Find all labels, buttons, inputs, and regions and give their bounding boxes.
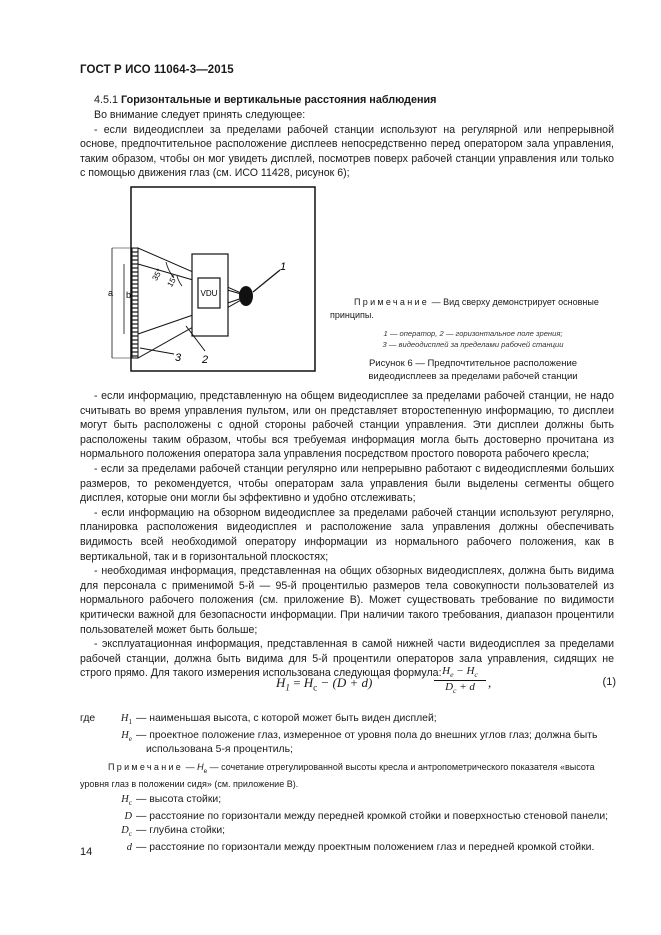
formula-hc-sub: c [313,682,318,693]
def-dc: $D_c$ — глубина стойки; [80,824,620,841]
paragraph-2: - если информацию, представленную на общем видеодисплее за пределами рабочей станции, не надо считывать во время управления пультом, или он представляет второстепенную информацию, то дисплеи могут быть расположены с одной стороны рабочей станции управления. Эти дисплеи должны быть расположены таким образом, чтобы вся требуемая информация могла быть достоверно прочитана из нормального положения оператора зала управления посредством простого поворота рабочего кресла; [80,390,614,461]
formula-num: H [442,665,451,677]
dim-a: a [108,288,114,298]
def-dd: d — расстояние по горизонтали между проектным положением глаз и передней кромкой стойки. [80,841,620,855]
def-dd-text: — расстояние по горизонтали между проектным положением глаз и передней кромкой стойки. [136,842,595,854]
section-number: 4.5.1 [94,94,119,106]
def-hc-text: — высота стойки; [136,793,222,805]
angle-outer-label: 35° [150,267,165,283]
formula-tail: , [488,675,492,690]
formula-middle: − (D + d) [317,675,373,690]
operator-head [239,286,253,306]
label-2: 2 [202,354,209,366]
formula-hc: H [303,675,314,690]
formula-den-sub: c [453,686,457,696]
label-1: 1 [280,261,287,273]
formula-lhs-sub: 1 [285,682,290,693]
figure-legend-line-2: 3 — видеодисплей за пределами рабочей станции [382,340,564,349]
def-note-label: Примечание [108,762,184,773]
figure-legend-line-1: 1 — оператор, 2 — горизонтальное поле зрения; [383,329,563,338]
figure-note-text: — Вид сверху демонстрирует основные принципы. [330,297,599,320]
formula-num-sub: e [450,670,454,680]
intro-block [80,108,614,181]
formula-lhs: H [276,675,286,690]
formula-den: D [445,681,454,694]
leader-1 [253,270,280,292]
def-d-text: — расстояние по горизонтали между передней кромкой стойки и поверхностью стеновой панели; [136,810,609,822]
def-hc: $H_c$ — высота стойки; [80,793,620,810]
paragraph-3: - если за пределами рабочей станции регулярно или непрерывно работают с видеодисплеями больших размеров, то рекомендуется, чтобы операторам зала управления были выделены сегменты общего дисплея, которые они могли бы эффективно и удобно отслеживать; [80,462,614,505]
section-heading [94,94,437,106]
def-note-text: — сочетание отрегулированной высоты кресла и антропометрического показателя «высота уровня глаз в положении сидя» (см. приложение В). [80,762,595,789]
formula-den-plus: + d [456,681,475,694]
dim-b: b [126,290,132,300]
formula-num-minus: − H [453,665,475,677]
def-h1: где $H_1$ — наименьшая высота, с которой может быть виден дисплей; [80,712,620,729]
equation-number: (1) [602,676,616,688]
def-dc-text: — глубина стойки; [136,824,226,836]
section-title: Горизонтальные и вертикальные расстояния наблюдения [121,94,437,106]
figure-note-label: Примечание [354,297,430,307]
leader-3 [140,348,174,354]
def-h1-text: — наименьшая высота, с которой может быть виден дисплей; [136,713,437,724]
def-he: $H_e$ — проектное положение глаз, измеренное от уровня пола до внешних углов глаз; должна быть использована 5-я процентиль; [80,729,620,757]
display-wall [132,248,138,358]
figure-caption-line-2: видеодисплеев за пределами рабочей станции [368,370,578,382]
paragraph-6: - эксплуатационная информация, представленная в самой нижней части видеодисплея за пределами рабочей станции, должна быть видима для 5-й процентили операторов зала управления, сидящих не строго прямо. Для такого измерения использована следующая формула: [80,638,614,680]
paragraph-4: - если информацию на обзорном видеодисплее за пределами рабочей станции используют регулярно, планировка расположения видеодисплея и расположение зала управления должны обеспечивать видимость всей необходимой оператору информации из нормального рабочего положения, как в вертикальной, так и в горизонтальной плоскостях; [80,506,614,563]
figure-caption-line-1: Рисунок 6 — Предпочтительное расположение [368,358,578,369]
formula-eq: = [289,675,304,690]
def-d: D — расстояние по горизонтали между передней кромкой стойки и поверхностью стеновой панели; [80,810,620,824]
intro-text: Во внимание следует принять следующее: [94,109,306,121]
main-paragraphs [80,389,614,681]
def-he-text2: использована 5-я процентиль; [146,744,293,756]
formula-1 [240,665,620,705]
paragraph-5: - необходимая информация, представленная на общих обзорных видеодисплеях, должна быть видима для персонала с применимой 5-й — 95-й процентилью размеров тела совокупности пользователей из нормального рабочего положения (см. приложение В). Может существовать требование по видимости критически важной для безопасности информации. При наличии такого требования, диапазон процентили пользователей может быть больше; [80,565,614,636]
figure-note-block [330,296,616,383]
angle-inner-label: 15° [165,273,180,289]
vdu-label: VDU [200,289,218,298]
page-number: 14 [80,846,93,858]
def-he-text1: — проектное положение глаз, измеренное от уровня пола до внешних углов глаз; должна быть [136,730,598,742]
document-header: ГОСТ Р ИСО 11064-3—2015 [80,64,234,76]
label-3: 3 [175,352,182,364]
figure-6-diagram [108,186,316,372]
definitions-block [80,712,620,855]
bullet-paragraph-1: - если видеодисплеи за пределами рабочей станции используют на регулярной или непрерывной основе, предпочтительное расположение дисплеев непосредственно перед оператором зала управления, таким образом, чтобы он мог увидеть дисплей, посмотрев поверх рабочей станции управления или только с помощью движения глаз (см. ИСО 11428, рисунок 6); [80,123,614,180]
def-note: Примечание — $H_e$ — сочетание отрегулированной высоты кресла и антропометрического показателя «высота уровня глаз в положении сидя» (см. приложение В). [80,762,595,789]
where-word: где [80,713,96,724]
formula-num-sub2: c [474,670,478,680]
